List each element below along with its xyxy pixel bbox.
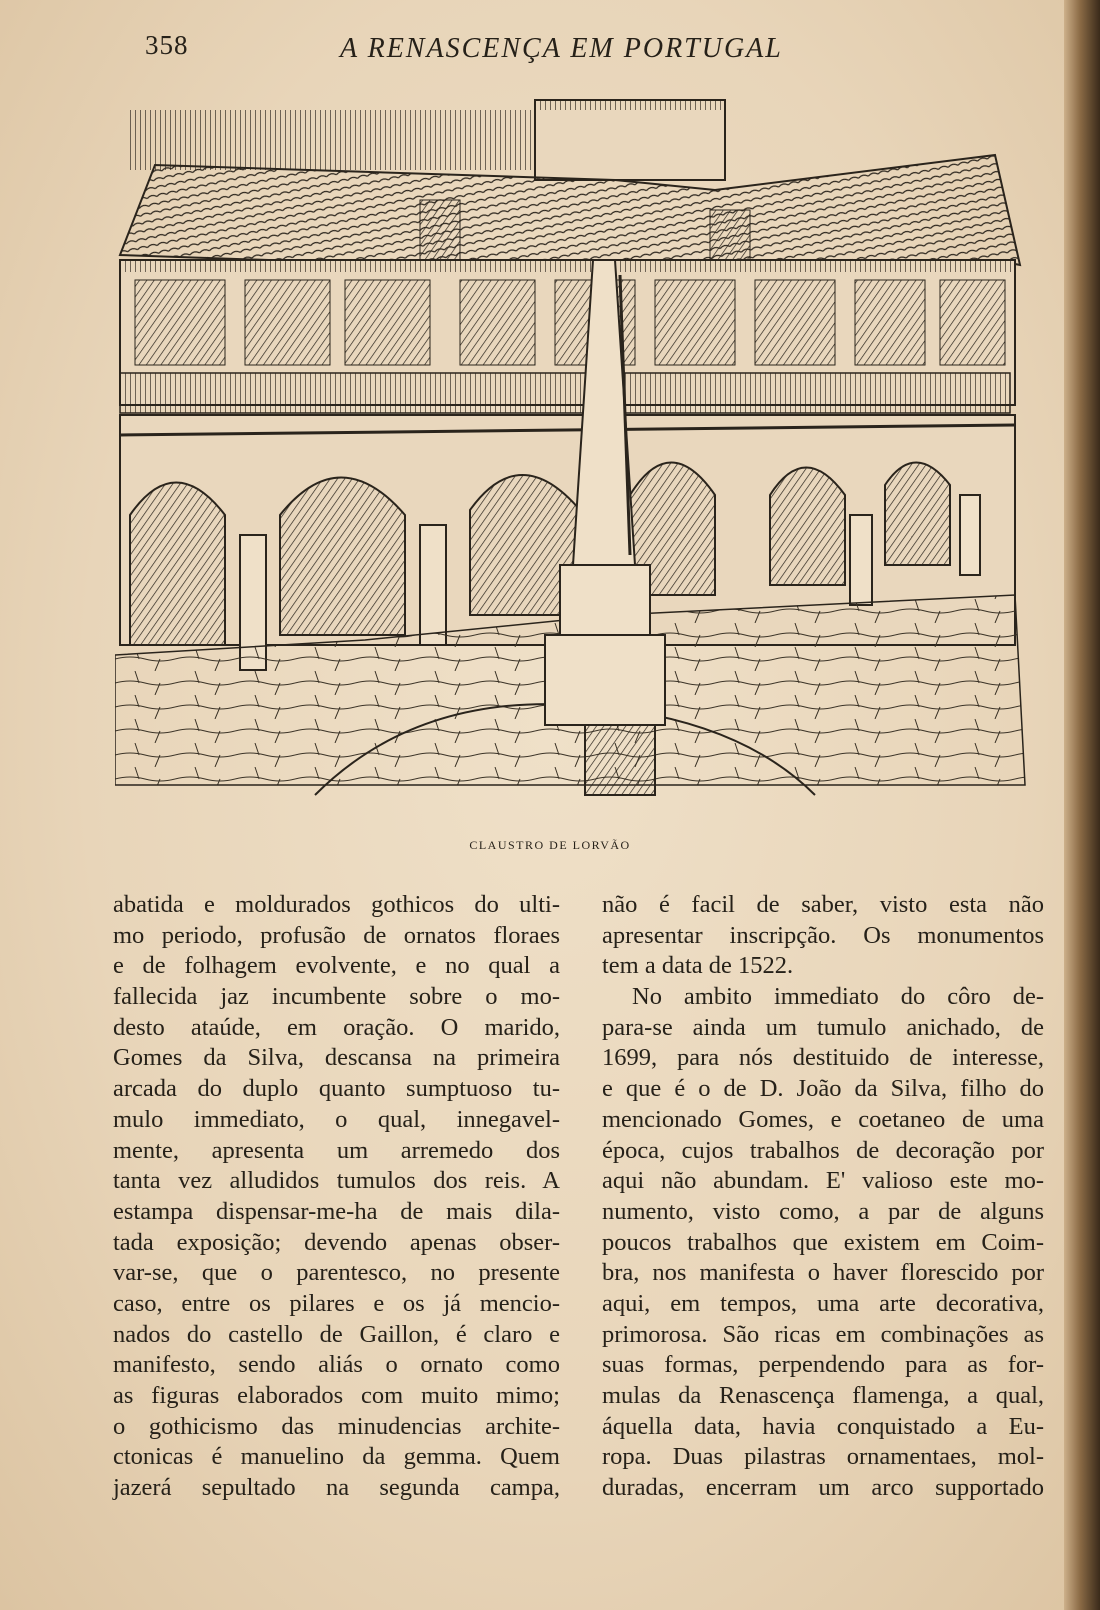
text-line: Gomes da Silva, descansa na primeira	[113, 1044, 560, 1072]
text-line: para-se ainda um tumulo anichado, de	[602, 1013, 1044, 1041]
text-line: aqui, em tempos, uma arte decorativa,	[602, 1289, 1044, 1317]
text-line: arcada do duplo quanto sumptuoso tu-	[113, 1075, 560, 1103]
left-text-column	[113, 890, 560, 1504]
text-line: nados do castello de Gaillon, é claro e	[113, 1320, 560, 1348]
text-line: aqui não abundam. E' valioso este mo-	[602, 1167, 1044, 1195]
text-line: numento, visto como, a par de alguns	[602, 1197, 1044, 1225]
text-line: ropa. Duas pilastras ornamentaes, mol-	[602, 1443, 1044, 1471]
text-line: desto ataúde, em oração. O marido,	[113, 1013, 560, 1041]
text-line: fallecida jaz incumbente sobre o mo-	[113, 983, 560, 1011]
text-line: var-se, que o parentesco, no presente	[113, 1259, 560, 1287]
text-line: época, cujos trabalhos de decoração por	[602, 1136, 1044, 1164]
text-line: poucos trabalhos que existem em Coim-	[602, 1228, 1044, 1256]
book-spine-shadow	[1064, 0, 1100, 1610]
text-line: o gothicismo das minudencias archite-	[113, 1412, 560, 1440]
running-title: A RENASCENÇA EM PORTUGAL	[340, 33, 783, 64]
text-line: tanta vez alludidos tumulos dos reis. A	[113, 1167, 560, 1195]
text-line: ctonicas é manuelino da gemma. Quem	[113, 1443, 560, 1471]
text-line: e de folhagem evolvente, e no qual a	[113, 952, 560, 980]
text-line: e que é o de D. João da Silva, filho do	[602, 1075, 1044, 1103]
text-line: mulo immediato, o qual, innegavel-	[113, 1105, 560, 1133]
text-line: mencionado Gomes, e coetaneo de uma	[602, 1105, 1044, 1133]
right-text-column	[602, 890, 1044, 1504]
text-line: não é facil de saber, visto esta não	[602, 891, 1044, 918]
text-line: mulas da Renascença flamenga, a qual,	[602, 1382, 1044, 1409]
text-line: mo periodo, profusão de ornatos floraes	[113, 921, 560, 949]
cloister-engraving	[115, 95, 1045, 825]
text-line: caso, entre os pilares e os já mencio-	[113, 1289, 560, 1317]
page-number: 358	[145, 30, 189, 60]
text-line: as figuras elaborados com muito mimo;	[113, 1382, 560, 1409]
text-line: 1699, para nós destituido de interesse,	[602, 1044, 1044, 1072]
text-line: apresentar inscripção. Os monumentos	[602, 921, 1044, 949]
text-line: estampa dispensar-me-ha de mais dila-	[113, 1197, 560, 1225]
text-line: bra, nos manifesta o haver florescido por	[602, 1259, 1044, 1287]
text-line: manifesto, sendo aliás o ornato como	[113, 1351, 560, 1379]
text-line: duradas, encerram um arco supportado	[602, 1474, 1044, 1502]
figure-caption: CLAUSTRO DE LORVÃO	[469, 838, 631, 852]
text-line: áquella data, havia conquistado a Eu-	[602, 1412, 1044, 1440]
text-line: abatida e moldurados gothicos do ulti-	[113, 891, 560, 918]
text-line: jazerá sepultado na segunda campa,	[113, 1474, 560, 1502]
paragraph-start-line: No ambito immediato do côro de-	[632, 983, 1044, 1011]
text-line: tem a data de 1522.	[602, 952, 794, 980]
text-line: primorosa. São ricas em combinações as	[602, 1320, 1044, 1348]
text-line: tada exposição; devendo apenas obser-	[113, 1228, 560, 1256]
text-line: suas formas, perpendendo para as for-	[602, 1351, 1044, 1379]
text-line: mente, apresenta um arremedo dos	[113, 1136, 560, 1164]
